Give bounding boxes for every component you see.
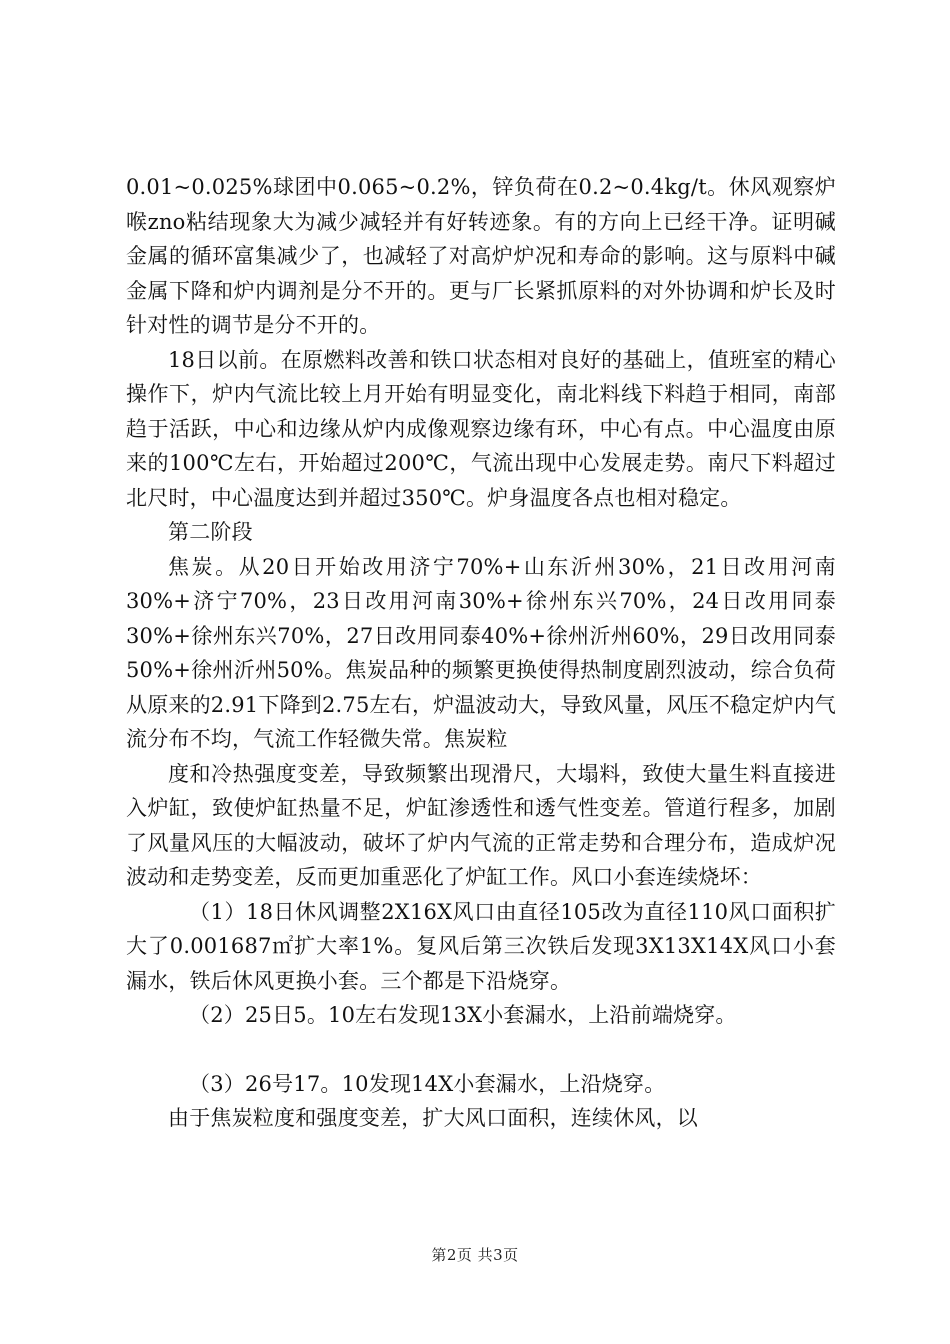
paragraph-coke-change: 焦炭。从20日开始改用济宁70%+山东沂州30%，21日改用河南30%+济宁70%，23日改用河南30%+徐州东兴70%，24日改用同泰30%+徐州东兴70%，27日改用同泰40%+徐州沂州60%，29日改用同泰50%+徐州沂州50%。焦炭品种的频繁更换使得热制度剧烈波动，综合负荷从原来的2.91下降到2.75左右，炉温波动大，导致风量，风压不稳定炉内气流分布不均，气流工作轻微失常。焦炭粒 bbox=[126, 554, 836, 751]
list-item-tuyere-3: （3）26号17。10发现14X小套漏水，上沿烧穿。 bbox=[189, 1071, 666, 1096]
paragraph-conclusion-start: 由于焦炭粒度和强度变差，扩大风口面积，连续休风，以 bbox=[168, 1106, 698, 1130]
list-item-tuyere-1: （1）18日休风调整2X16X风口由直径105改为直径110风口面积扩大了0.001687㎡扩大率1%。复风后第三次铁后发现3X13X14X风口小套漏水，铁后休风更换小套。三个都是下沿烧穿。 bbox=[126, 899, 836, 993]
list-item-tuyere-2: （2）25日5。10左右发现13X小套漏水，上沿前端烧穿。 bbox=[189, 1003, 737, 1027]
paragraph-coke-strength: 度和冷热强度变差，导致频繁出现滑尺，大塌料，致使大量生料直接进入炉缸，致使炉缸热量不足，炉缸渗透性和透气性变差。管道行程多，加剧了风量风压的大幅波动，破坏了炉内气流的正常走势和合理分布，造成炉况波动和走势变差，反而更加重恶化了炉缸工作。风口小套连续烧坏： bbox=[126, 761, 836, 889]
paragraph-before-18th: 18日以前。在原燃料改善和铁口状态相对良好的基础上，值班室的精心操作下，炉内气流比较上月开始有明显变化，南北料线下料趋于相同，南部趋于活跃，中心和边缘从炉内成像观察边缘有环，中心有点。中心温度由原来的100℃左右，开始超过200℃，气流出现中心发展走势。南尺下料超过北尺时，中心温度达到并超过350℃。炉身温度各点也相对稳定。 bbox=[126, 347, 836, 510]
section-heading-stage-two: 第二阶段 bbox=[168, 520, 253, 544]
page-footer: 第2页 共3页 bbox=[431, 1246, 519, 1264]
paragraph-alkali-cycle: 0.01~0.025%球团中0.065~0.2%，锌负荷在0.2~0.4kg/t。休风观察炉喉zno粘结现象大为减少减轻并有好转迹象。有的方向上已经干净。证明碱金属的循环富集减少了，也减轻了对高炉炉况和寿命的影响。这与原料中碱金属下降和炉内调剂是分不开的。更与厂长紧抓原料的对外协调和炉长及时针对性的调节是分不开的。 bbox=[126, 175, 836, 337]
document-body bbox=[126, 170, 836, 1136]
